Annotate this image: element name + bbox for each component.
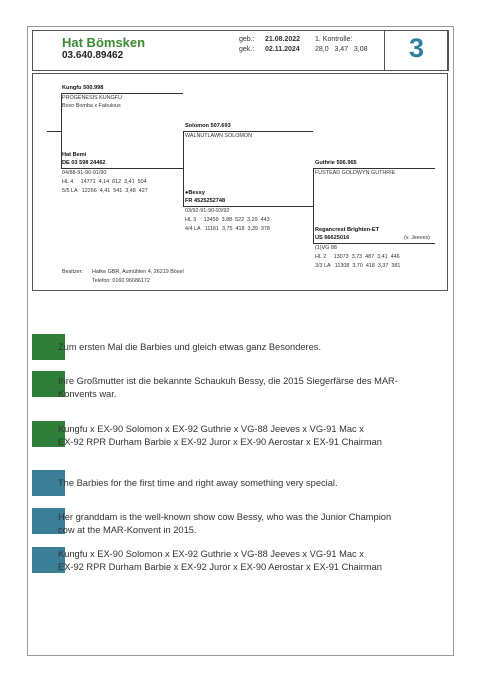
pedigree-line: [313, 243, 435, 244]
pedigree-line: [313, 168, 435, 169]
birth-date-label: geb.:: [239, 36, 255, 43]
note-de-2-line2: Konvents war.: [58, 388, 117, 399]
registration-number: 03.640.89462: [62, 50, 124, 61]
dam-name: Hat Bemi: [62, 152, 87, 158]
sire-full-name: PROGENESIS KUNGFU: [62, 95, 122, 101]
sire-pedigree: Bovo Bomba x Fabulous: [62, 103, 121, 109]
note-en-3-line1: Kungfu x EX-90 Solomon x EX-92 Guthrie x VG-88 Jeeves x VG-91 Mac x: [58, 549, 364, 559]
great-granddam-highest-lactation: HL 2 13073 3,73 487 3,41 446: [315, 254, 400, 260]
dates-block: [239, 35, 300, 55]
note-en-3-line2: EX-92 RPR Durham Barbie x EX-92 Juror x EX-90 Aerostar x EX-91 Chairman: [58, 561, 382, 572]
great-granddam-average-lactation: 3/3 LA 11308 3,70 418 3,37 381: [315, 263, 401, 269]
maternal-grandsire-full-name: WALNUTLAWN SOLOMON: [185, 133, 252, 139]
lot-header: [32, 30, 448, 71]
pedigree-box: [32, 73, 448, 291]
dam-classification: 04/88-91-90-91/90: [62, 170, 107, 176]
maternal-grandsire-name: Solomon 507.693: [185, 123, 231, 129]
note-de-2-line1: Ihre Großmutter ist die bekannte Schaukuh Bessy, die 2015 Siegerfärse des MAR-: [58, 376, 398, 386]
owner-address: Hatke GBR, Aumühlen 4, 26219 Bösel: [92, 269, 184, 275]
first-test-values: 28,0 3,47 3,08: [315, 46, 368, 53]
maternal-granddam-registration: FR 4525252748: [185, 198, 226, 204]
note-en-2-line2: cow at the MAR-Konvent in 2015.: [58, 524, 197, 535]
pedigree-line: [61, 168, 183, 169]
pedigree-line: [313, 168, 314, 243]
owner-phone: Telefon: 0160 96686172: [92, 278, 150, 284]
note-en-2-line1: Her granddam is the well-known show cow Bessy, who was the Junior Champion: [58, 512, 392, 522]
great-granddam-registration: US 66625016: [315, 235, 350, 241]
catalog-number: 3: [408, 33, 425, 63]
first-test-label: 1. Kontrolle:: [315, 36, 353, 43]
maternal-granddam-classification: 03/92-91-90-93/92: [185, 208, 230, 214]
note-de-3-line2: EX-92 RPR Durham Barbie x EX-92 Juror x EX-90 Aerostar x EX-91 Chairman: [58, 436, 382, 447]
great-granddam-name: Regancrest Brighten-ET: [315, 227, 380, 233]
catalog-number-box: [384, 30, 449, 71]
note-de-3: [58, 423, 382, 448]
note-de-1: Zum ersten Mal die Barbies und gleich etwas ganz Besonderes.: [58, 342, 322, 352]
pedigree-line: [61, 93, 183, 94]
note-en-1: The Barbies for the first time and right away something very special.: [58, 478, 338, 488]
dam-registration: DE 03 598 24462: [62, 160, 106, 166]
owner-label: Besitzer:: [62, 269, 83, 275]
great-granddam-classification: (1)VG 88: [315, 245, 337, 251]
note-en-2: [58, 511, 391, 536]
calving-date: 02.11.2024: [265, 46, 300, 53]
great-granddam-note: (v. Jeeves): [404, 235, 430, 241]
dam-average-lactation: 5/5 LA 12266 4,41 541 3,48 427: [62, 188, 148, 194]
calving-date-label: gek.:: [239, 46, 255, 53]
birth-date: 21.08.2022: [265, 36, 301, 43]
pedigree-line: [183, 206, 313, 207]
great-grandsire-full-name: FUSTEAD GOLDWYN GUTHRIE: [315, 170, 396, 176]
pedigree-line: [183, 131, 313, 132]
pedigree-line: [47, 131, 61, 132]
first-test-block: [315, 35, 368, 55]
pedigree-line: [183, 131, 184, 206]
note-de-3-line1: Kungfu x EX-90 Solomon x EX-92 Guthrie x VG-88 Jeeves x VG-91 Mac x: [58, 424, 364, 434]
maternal-granddam-name: ●Bessy: [185, 190, 205, 196]
maternal-granddam-average-lactation: 4/4 LA 11161 3,75 418 3,39 378: [185, 226, 270, 232]
animal-name: Hat Bömsken: [62, 35, 146, 50]
maternal-granddam-highest-lactation: HL 3 13459 3,88 522 3,29 443: [185, 217, 270, 223]
sire-name: Kungfu 500.998: [62, 85, 104, 91]
dam-highest-lactation: HL 4 14771 4,14 612 3,41 504: [62, 179, 147, 185]
note-de-2: [58, 375, 398, 400]
great-grandsire-name: Guthrie 506.965: [315, 160, 357, 166]
note-en-3: [58, 548, 382, 573]
